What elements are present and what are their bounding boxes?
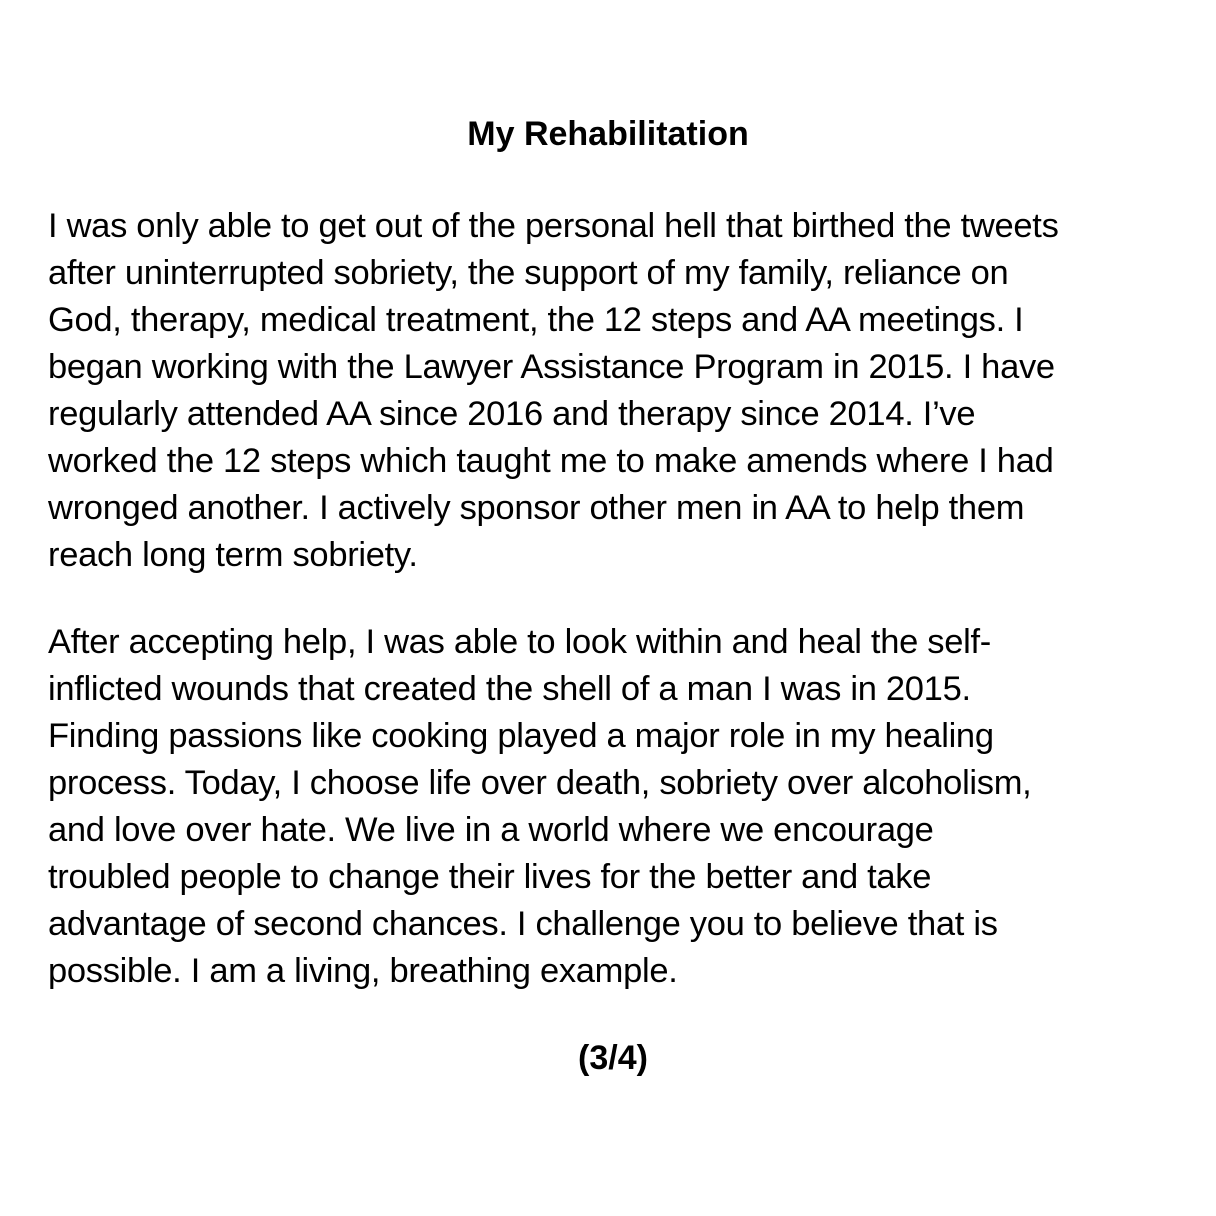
paragraph-line: regularly attended AA since 2016 and therapy since 2014. I’ve bbox=[48, 395, 976, 433]
paragraph-line: Finding passions like cooking played a major role in my healing bbox=[48, 717, 994, 755]
paragraph-line: advantage of second chances. I challenge you to believe that is bbox=[48, 905, 998, 943]
paragraph-2 bbox=[48, 619, 1031, 995]
paragraph-line: wronged another. I actively sponsor other men in AA to help them bbox=[48, 489, 1025, 527]
paragraph-line: reach long term sobriety. bbox=[48, 536, 418, 574]
page-number: (3/4) bbox=[578, 1039, 648, 1077]
paragraph-line: and love over hate. We live in a world where we encourage bbox=[48, 811, 934, 849]
paragraph-line: began working with the Lawyer Assistance Program in 2015. I have bbox=[48, 348, 1055, 386]
paragraph-line: after uninterrupted sobriety, the support of my family, reliance on bbox=[48, 254, 1009, 292]
paragraph-line: worked the 12 steps which taught me to make amends where I had bbox=[48, 442, 1054, 480]
paragraph-line: After accepting help, I was able to look within and heal the self- bbox=[48, 623, 991, 661]
paragraph-line: inflicted wounds that created the shell of a man I was in 2015. bbox=[48, 670, 971, 708]
paragraph-line: process. Today, I choose life over death, sobriety over alcoholism, bbox=[48, 764, 1032, 802]
paragraph-1 bbox=[48, 203, 1059, 579]
paragraph-line: I was only able to get out of the personal hell that birthed the tweets bbox=[48, 207, 1059, 245]
paragraph-line: God, therapy, medical treatment, the 12 steps and AA meetings. I bbox=[48, 301, 1024, 339]
document-title: My Rehabilitation bbox=[467, 115, 749, 153]
paragraph-line: possible. I am a living, breathing example. bbox=[48, 952, 678, 990]
paragraph-line: troubled people to change their lives for the better and take bbox=[48, 858, 932, 896]
